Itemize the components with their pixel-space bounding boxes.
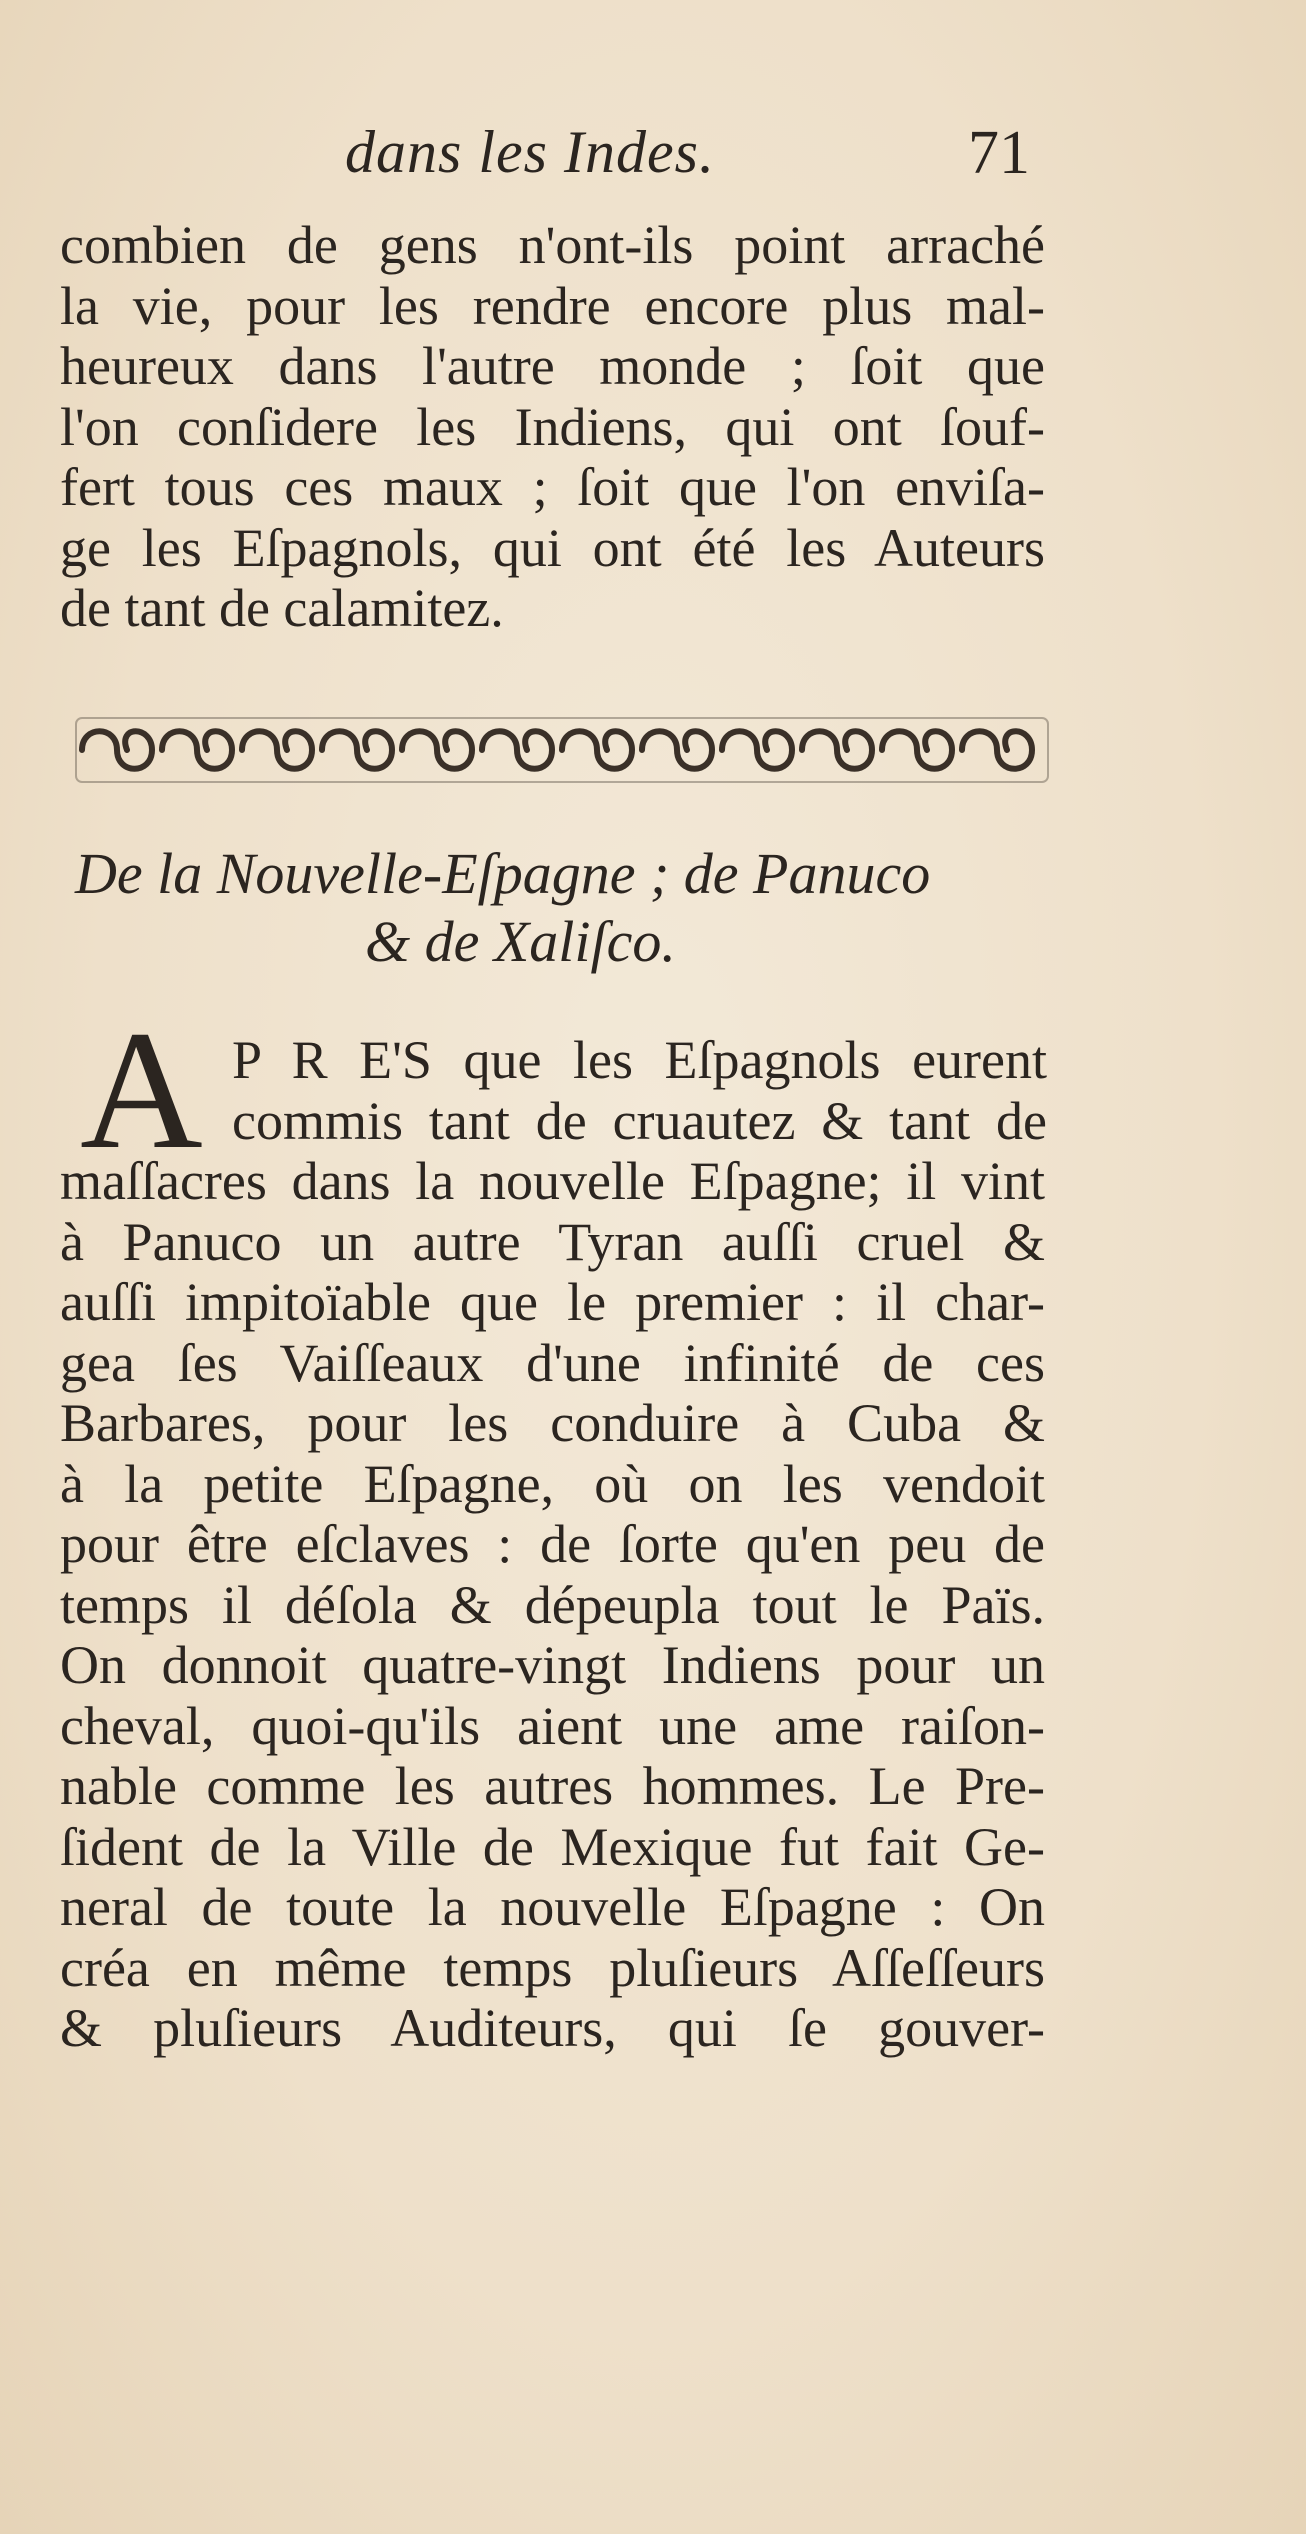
- section-heading-line-2: & de Xaliſco.: [365, 909, 676, 974]
- text-line: neral de toute la nouvelle Eſpagne : On: [60, 1877, 1045, 1937]
- text-line: maſſacres dans la nouvelle Eſpagne; il vint: [60, 1151, 1045, 1211]
- paragraph-opening-lines: [232, 1030, 1047, 1151]
- text-line: Barbares, pour les conduire à Cuba &: [60, 1393, 1045, 1453]
- decorative-ornament-band: [72, 710, 1052, 790]
- text-line: On donnoit quatre-vingt Indiens pour un: [60, 1635, 1045, 1695]
- text-line: fert tous ces maux ; ſoit que l'on enviſa-: [60, 457, 1045, 517]
- text-line: & pluſieurs Auditeurs, qui ſe gouver-: [60, 1998, 1045, 2058]
- paragraph-body: [60, 1151, 1045, 2059]
- text-line: commis tant de cruautez & tant de: [232, 1090, 1047, 1151]
- text-line: heureux dans l'autre monde ; ſoit que: [60, 336, 1045, 396]
- text-line: à la petite Eſpagne, où on les vendoit: [60, 1453, 1045, 1514]
- section-heading-line-1: De la Nouvelle-Eſpagne ; de Panuco: [75, 841, 931, 906]
- text-line: l'on conſidere les Indiens, qui ont ſouf-: [60, 396, 1045, 457]
- text-line: auſſi impitoïable que le premier : il char-: [60, 1272, 1045, 1332]
- text-line: nable comme les autres hommes. Le Pre-: [60, 1756, 1045, 1816]
- text-line: gea ſes Vaiſſeaux d'une infinité de ces: [60, 1332, 1045, 1393]
- text-line-last: de tant de calamitez.: [60, 578, 504, 638]
- text-line: créa en même temps pluſieurs Aſſeſſeurs: [60, 1937, 1045, 1998]
- drop-cap: A: [80, 996, 203, 1184]
- text-line: temps il déſola & dépeupla tout le Païs.: [60, 1574, 1045, 1635]
- page-header: [0, 118, 1306, 208]
- running-title: dans les Indes.: [345, 119, 715, 185]
- paragraph-continuation: [60, 215, 1045, 639]
- text-line: combien de gens n'ont-ils point arraché: [60, 215, 1045, 275]
- text-line: ſident de la Ville de Mexique fut fait Ge-: [60, 1816, 1045, 1877]
- text-line: cheval, quoi-qu'ils aient une ame raiſon-: [60, 1695, 1045, 1756]
- text-line: la vie, pour les rendre encore plus mal-: [60, 275, 1045, 336]
- text-line: P R E'S que les Eſpagnols eurent: [232, 1030, 1047, 1090]
- text-line: à Panuco un autre Tyran auſſi cruel &: [60, 1211, 1045, 1272]
- text-line: ge les Eſpagnols, qui ont été les Auteurs: [60, 517, 1045, 578]
- page-number: 71: [968, 119, 1030, 187]
- text-line: pour être eſclaves : de ſorte qu'en peu de: [60, 1514, 1045, 1574]
